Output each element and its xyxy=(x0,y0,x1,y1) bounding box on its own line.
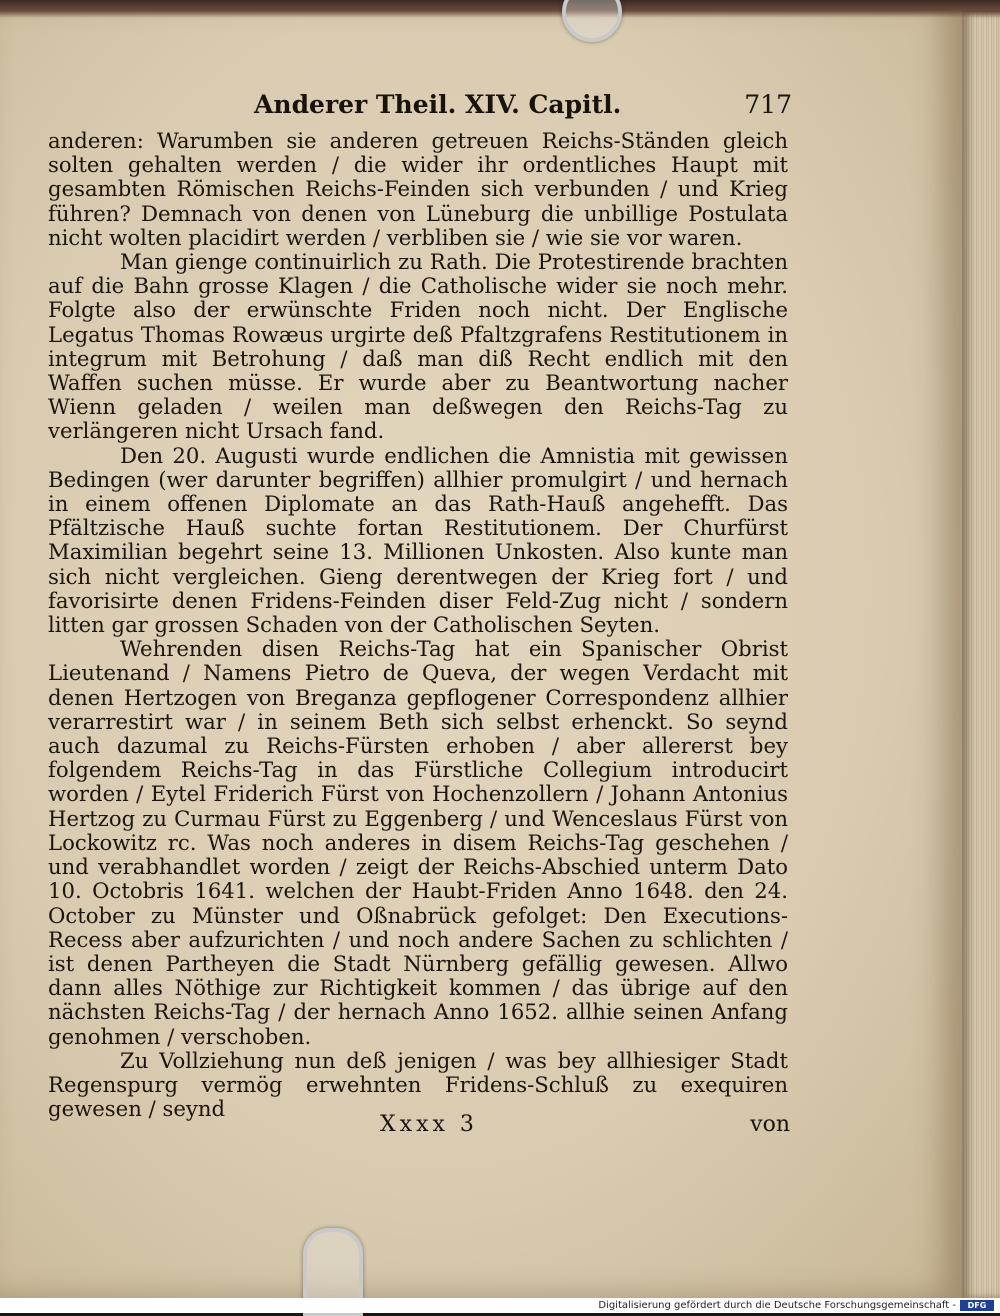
page-number: 717 xyxy=(744,90,792,119)
catchword: von xyxy=(750,1112,790,1137)
dfg-logo-icon: DFG xyxy=(960,1300,994,1311)
paragraph-3: Den 20. Augusti wurde endlichen die Amnistia mit gewissen Bedingen (wer darunter begriffen) allhier promulgirt / und hernach in einem offenen Diplomate an das Rath-Hauß angehefft. Das Pfältzische Hauß suchte fortan Restitutionem. Der Churfürst Maximilian begehrt seine 13. Millionen Unkosten. Also kunte man sich nicht vergleichen. Gieng derentwegen der Krieg fort / und favorisirte denen Fridens-Feinden diser Feld-Zug nicht / sondern litten gar grossen Schaden von der Catholischen Seyten. xyxy=(48,442,788,638)
top-binding-edge xyxy=(0,0,1000,18)
paragraph-2: Man gienge continuirlich zu Rath. Die Protestirende brachten auf die Bahn grosse Klagen / die Catholische wider sie noch mehr. Folgte also der erwünschte Friden noch nicht. Der Englische Legatus Thomas Rowæus urgirte deß Pfaltzgrafens Restitutionem in integrum mit Betrohung / daß man diß Recht endlich mit den Waffen suchen müsse. Er wurde aber zu Beantwortung nacher Wienn geladen / weilen man deßwegen den Reichs-Tag zu verlängeren nicht Ursach fand. xyxy=(48,249,788,444)
paragraph-4: Wehrenden disen Reichs-Tag hat ein Spanischer Obrist Lieutenand / Namens Pietro de Queva, der wegen Verdacht mit denen Hertzogen von Breganza gepflogener Correspondenz allhier verarrestirt war / in seinem Beth sich selbst erhenckt. So seynd auch dazumal zu Reichs-Fürsten erhoben / aber allererst bey folgendem Reichs-Tag in das Fürstliche Collegium introducirt worden / Eytel Friderich Fürst von Hochenzollern / Johann Antonius Hertzog zu Curmau Fürst zu Eggenberg / und Wenceslaus Fürst von Lockowitz rc. Was noch anderes in disem Reichs-Tag geschehen / und verabhandlet worden / zeigt der Reichs-Abschied unterm Dato 10. Octobris 1641. welchen der Haubt-Friden Anno 1648. den 24. October zu Münster und Oßnabrück gefolget: Den Executions-Recess aber aufzurichten / und noch andere Sachen zu schlichten / ist denen Partheyen die Stadt Nürnberg gefällig gewesen. Allwo dann alles Nöthige zur Richtigkeit kommen / das übrige auf den nächsten Reichs-Tag / der hernach Anno 1652. allhie seinen Anfang genohmen / verschoben. xyxy=(48,636,788,1049)
paragraph-5: Zu Vollziehung nun deß jenigen / was bey allhiesiger Stadt Regenspurg vermög erwehnten Fridens-Schluß zu exequiren gewesen / seynd xyxy=(48,1047,788,1122)
running-title: Anderer Theil. XIV. Capitl. xyxy=(254,90,622,119)
body-text xyxy=(48,129,788,1121)
signature-mark: Xxxx 3 xyxy=(380,1112,478,1137)
page-footer xyxy=(380,1112,790,1142)
paragraph-1: anderen: Warumben sie anderen getreuen Reichs-Ständen gleich solten gehalten werden / die wider ihr ordentliches Haupt mit gesambten Römischen Reichs-Feinden sich verbunden / und Krieg führen? Demnach von denen von Lüneburg die unbillige Postulata nicht wolten placidirt werden / verbliben sie / wie sie vor waren. xyxy=(48,128,788,250)
running-header xyxy=(254,90,792,124)
credit-text: Digitalisierung gefördert durch die Deutsche Forschungsgemeinschaft - xyxy=(598,1300,956,1311)
page-edges xyxy=(962,12,1000,1298)
credit-bar xyxy=(0,1298,1000,1313)
